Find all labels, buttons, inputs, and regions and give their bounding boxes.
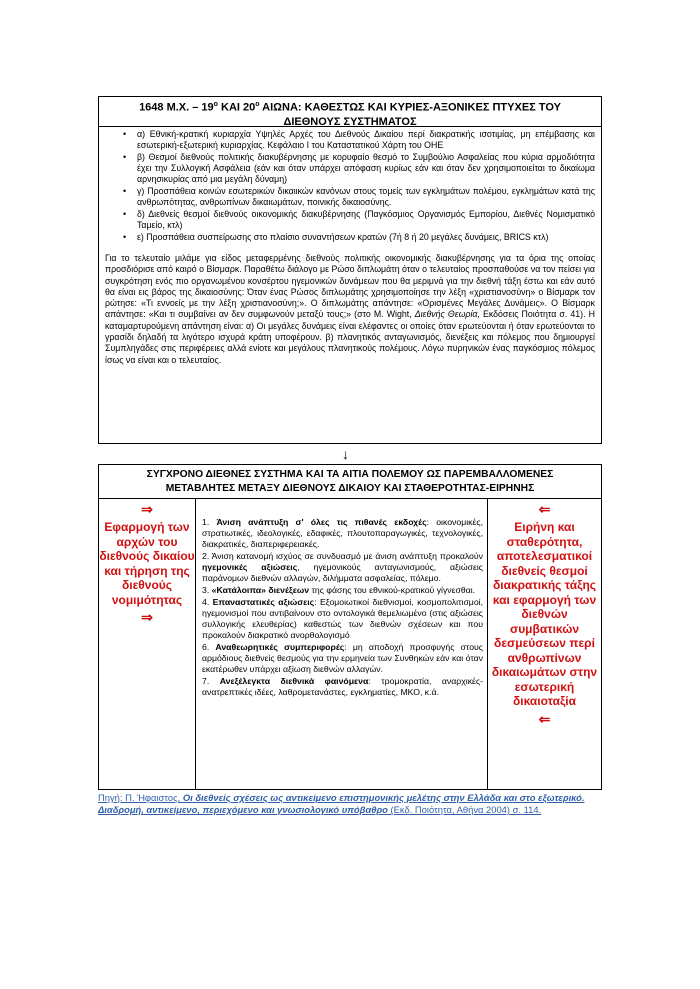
title-part: ΑΙΩΝΑ: ΚΑΘΕΣΤΩΣ ΚΑΙ ΚΥΡΙΕΣ-ΑΞΟΝΙΚΕΣ ΠΤΥΧΕΣ ΤΟΥ [259,101,561,114]
book-title: Διεθνής Θεωρία, [414,309,480,320]
item-number: 3. [202,585,212,595]
bismarck-paragraph [105,253,595,366]
bullet-icon: • [123,152,127,162]
item-number: 1. [202,517,217,527]
international-law-column [99,499,196,789]
title-sup: ο [255,101,260,108]
peace-stability-column [488,499,601,789]
contemporary-system-box [98,464,602,790]
bullet-icon: • [123,186,127,196]
item-number: 2. [202,551,212,561]
peace-stability-text: Ειρήνη και σταθερότητα, αποτελεσματικοί διεθνείς θεσμοί διακρατικής τάξης και εφαρμογή των διεθνών συμβατικών δεσμεύσεων περί ανθρωπίνων δικαιωμάτων στην εσωτερική δικαιοταξία [491,520,598,708]
item-text: : οικονομικές, στρατιωτικές, ιδεολογικές, εδαφικές, πλουτοπαραγωγικές, τεχνολογικές, διακρατικές, διαπεριφερειακές. [202,517,483,549]
cause-item [202,676,483,698]
list-item [99,232,601,243]
list-item [99,209,601,231]
historical-system-box [98,96,602,444]
arrow-right-icon: ⇒ [141,609,153,625]
three-column-row [99,499,601,789]
list-item-text: ε) Προσπάθεια συσπείρωσης στο πλαίσιο συναντήσεων κρατών (7ή 8 ή 20 μεγάλες δυνάμεις, BRICS κτλ) [137,232,549,242]
arrow-right-icon: ⇒ [141,501,153,517]
list-item [99,186,601,208]
title-part: ΚΑΙ 20 [217,101,256,114]
item-number: 6. [202,642,216,652]
item-heading: ηγεμονικές αξιώσεις [202,562,298,572]
item-number: 7. [202,676,220,686]
system-aspects-list [99,129,601,243]
arrow-left-icon: ⇐ [538,710,551,727]
list-item-text: γ) Προσπάθεια κοινών εσωτερικών δικαιικών κανόνων στους τομείς των εγκλημάτων πολέμου, εγκλημάτων κατά της ανθρωπότητας, ανθρωπίνων δικαιωμάτων, ποινικής δικαιοσύνης. [137,186,595,207]
item-heading: Άνιση ανάπτυξη σ' όλες τις πιθανές εκδοχές [216,517,427,527]
item-heading: Ανεξέλεγκτα διεθνικά φαινόμενα [219,676,369,686]
title-sup: ο [213,101,218,108]
arrow-down-icon: ↓ [342,446,349,462]
arrow-left-icon: ⇐ [538,501,551,517]
list-item-text: β) Θεσμοί διεθνούς πολιτικής διακυβέρνησης με κορυφαίο θεσμό το Συμβούλιο Ασφαλείας που κύρια αρμοδιότητα έχει την Συλλογική Ασφάλεια (εάν και όταν υπάρχει απόφαση κυρίως εάν και όταν δεν χρησιμοποιείται το δικαίωμα αρνησικυρίας από μια μεγάλη δύναμη) [137,152,595,184]
item-text: Άνιση κατανομή ισχύος σε συνδυασμό με άνιση ανάπτυξη προκαλούν [211,551,483,561]
cause-item [202,597,483,641]
item-text: της φάσης του εθνικού-κρατικού γίγνεσθαι. [309,585,476,595]
causes-of-war-column [196,499,488,789]
title-part: 1648 Μ.Χ. – 19 [139,101,214,114]
source-title-link[interactable]: Οι διεθνείς σχέσεις ως αντικείμενο επιστημονικής μελέτης στην Ελλάδα και στο εξωτερικό. Διαδρομή, αντικείμενο, περιεχόμενο και γνωσιολογικό υπόβαθρο [98,792,585,815]
bullet-icon: • [123,209,127,219]
list-item [99,152,601,185]
item-heading: Αναθεωρητικές συμπεριφορές [215,642,345,652]
source-prefix: Πηγή: Π. Ήφαιστος, [98,792,183,803]
title-part: ΣΥΓΧΡΟΝΟ ΔΙΕΘΝΕΣ ΣΥΣΤΗΜΑ ΚΑΙ ΤΑ ΑΙΤΙΑ ΠΟΛΕΜΟΥ ΩΣ ΠΑΡΕΜΒΑΛΛΟΜΕΝΕΣ [146,469,554,480]
item-heading: «Κατάλοιπα» διενέξεων [211,585,310,595]
bottom-box-title [99,465,601,499]
cause-item [202,517,483,550]
top-box-title [99,97,601,127]
paragraph-text: Εκδόσεις Ποιότητα σ. 41). Η καταμαρτυρούμενη απάντηση είναι: α) Οι μεγάλες δυνάμεις είναι ελέφαντες οι οποίες όταν ερωτεύονται ή όταν ερωτεύονται το γρασίδι δηλαδή τα λιγότερο ισχυρά κράτη υποφέρουν. β) πλανητικός ανταγωνισμός, διενέξεις και πόλεμος που δημιουργεί Συμπληγάδες στις περιφέρειες αλλά ενίοτε και μεγάλους πλανητικούς πολέμους. Λόγω πυρηνικών ένας παγκόσμιος πόλεμος ίσως να είναι και ο τελευταίος. [105,309,595,365]
bullet-icon: • [123,232,127,242]
cause-item [202,551,483,584]
item-text: , ηγεμονικούς ανταγωνισμούς, αξιώσεις παράνομων διεθνών αλλαγών, διλήμματα ασφαλείας, πόλεμο. [202,562,483,583]
list-item-text: δ) Διεθνείς θεσμοί διεθνούς οικονομικής διακυβέρνησης (Παγκόσμιος Οργανισμός Εμπορίου, Διεθνές Νομισματικό Ταμείο, κτλ) [137,209,595,230]
source-citation[interactable] [98,792,602,816]
cause-item [202,585,483,596]
list-item [99,129,601,151]
item-number: 4. [202,597,213,607]
title-part: ΜΕΤΑΒΛΗΤΕΣ ΜΕΤΑΞΥ ΔΙΕΘΝΟΥΣ ΔΙΚΑΙΟΥ ΚΑΙ ΣΤΑΘΕΡΟΤΗΤΑΣ-ΕΙΡΗΝΗΣ [165,483,535,494]
bullet-icon: • [123,129,127,139]
item-text: : Εξομοιωτικοί διεθνισμοί, κοσμοπολιτισμοί, ηγεμονισμοί που αντιβαίνουν στο οντολογικά θεμελιωμένο (στις αξιώσεις συλλογικής ελευθερίας) καθεστώς των διεθνών σχέσεων και που προκαλούν διακρατικό ανορθολογισμό [202,597,483,640]
item-text: : μη αποδοχή προσφυγής στους αρμόδιους διεθνείς θεσμούς για την ερμηνεία των Συνθηκών εάν και όταν εκατέρωθεν υπάρχει αξίωση διεθνών αλλαγών. [202,642,483,674]
source-suffix: (Εκδ. Ποιότητα, Αθήνα 2004) σ. 114. [387,804,542,815]
item-heading: Επαναστατικές αξιώσεις [212,597,315,607]
cause-item [202,642,483,675]
item-text: : τρομοκρατία, αναρχικές-ανατρεπτικές ιδέες, λαθρομετανάστες, εγκληματίες, ΜΚΟ, κ.ά. [202,676,483,697]
paragraph-text: Για το τελευταίο μιλάμε για είδος μεταφερμένης διεθνούς πολιτικής οικονομικής διακυβέρνησης για τα όρια της οποίας προσδιόρισε από καιρό ο Βίσμαρκ. Παραθέτω διάλογο με Ρώσο διπλωμάτη όταν ο τελευταίος προσπαθούσε να τον πείσει για συγκρότηση ενός πιο οργανωμένου κονσέρτου ηγεμονικών δυνάμεων που θα μεριμνά για την διεθνή τάξη έστω και εάν αυτό θα είναι εις βάρος της δικαιοσύνης: Όταν ένας Ρώσος διπλωμάτης χρησιμοποίησε την λέξη «χριστιανοσύνη» ο Βίσμαρκ τον ρώτησε: «Τι εννοείς με την λέξη χριστιανοσύνη;». Ο διπλωμάτης απάντησε: «Ορισμένες Μεγάλες Δυνάμεις». Ο Βίσμαρκ απάντησε: «Και τι συμβαίνει αν δεν συμφωνούν μεταξύ τους;» (στο M. Wight, [105,253,595,320]
title-part: ΔΙΕΘΝΟΥΣ ΣΥΣΤΗΜΑΤΟΣ [283,115,417,128]
international-law-text: Εφαρμογή των αρχών του διεθνούς δικαίου και τήρηση της διεθνούς νομιμότητας [99,520,195,607]
list-item-text: α) Εθνική-κρατική κυριαρχία Υψηλές Αρχές του Διεθνούς Δικαίου περί διακρατικής ισοτιμίας, μη επέμβασης και εσωτερική-εξωτερική κυριαρχίας. Κεφάλαιο Ι του Καταστατικού Χάρτη του ΟΗΕ [137,129,595,150]
